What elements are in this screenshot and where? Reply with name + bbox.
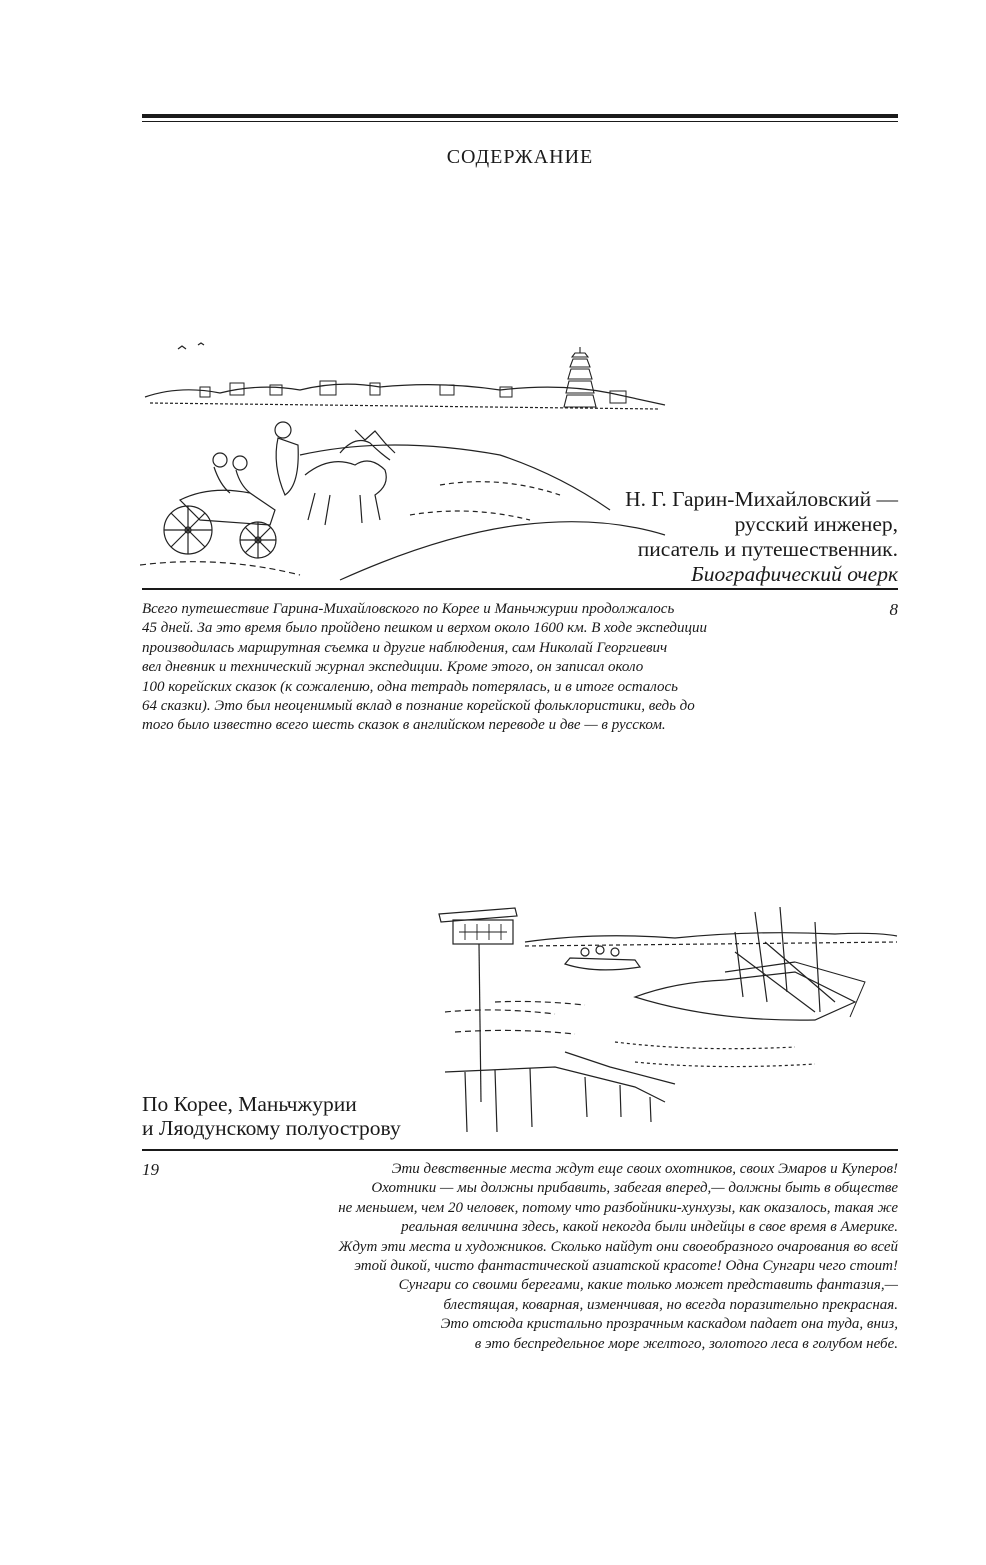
description-line: того было известно всего шесть сказок в английском переводе и две — в русском. [142,717,666,734]
header-rule-thick [142,114,898,118]
entry-title-line: русский инженер, [734,512,898,536]
entry-rule [142,588,898,590]
description-line: не меньшем, чем 20 человек, потому что разбойники-хунхузы, как оказалось, такая же [338,1199,898,1216]
description-line: реальная величина здесь, какой некогда были индейцы в свое время в Америке. [401,1219,898,1236]
description-line: Эти девственные места ждут еще своих охотников, своих Эмаров и Куперов! [391,1161,898,1177]
description-line: в это беспредельное море желтого, золотого леса в голубом небе. [474,1335,898,1352]
description-line: 45 дней. За это время было пройдено пешком и верхом около 1600 км. В ходе экспедиции [142,620,707,637]
entry-description [142,600,842,736]
entry-description [198,1160,898,1354]
header-rule-thin [142,121,898,122]
description-line: вел дневник и технический журнал экспедиции. Кроме этого, он записал около [142,659,644,676]
description-line: Сунгари со своими берегами, какие только может представить фантазия,— [398,1277,898,1294]
entry-title-line: По Корее, Маньчжурии [142,1092,357,1116]
entry-title [142,1092,401,1140]
entry-rule [142,1149,898,1151]
river-boats-illustration [435,902,900,1132]
description-line: Всего путешествие Гарина-Михайловского по Корее и Маньчжурии продолжалось [142,601,675,617]
description-line: блестящая, коварная, изменчивая, но всегда поразительно прекрасная. [443,1296,898,1313]
carriage-landscape-illustration [140,335,670,583]
entry-title-line: и Ляодунскому полуострову [142,1116,401,1140]
description-line: 64 сказки). Это был неоценимый вклад в познание корейской фольклористики, ведь до [142,698,695,715]
description-line: Ждут эти места и художников. Сколько найдут они своеобразного очарования во всей [338,1238,898,1255]
entry-title-line: писатель и путешественник. [637,537,898,561]
description-line: производилась маршрутная съемка и другие наблюдения, сам Николай Георгиевич [142,639,668,656]
page-title: СОДЕРЖАНИЕ [446,146,594,168]
entry-subtitle: Биографический очерк [691,562,898,586]
description-line: Охотники — мы должны прибавить, забегая вперед,— должны быть в обществе [371,1180,898,1197]
description-line: 100 корейских сказок (к сожалению, одна тетрадь потерялась, и в итоге осталось [142,678,679,695]
entry-title [625,487,898,587]
description-line: Это отсюда кристально прозрачным каскадом падает она туда, вниз, [440,1316,898,1333]
page-number: 8 [889,600,898,619]
entry-title-line: Н. Г. Гарин-Михайловский — [625,487,898,511]
page-number: 19 [142,1160,159,1179]
description-line: этой дикой, чисто фантастической азиатской красоте! Одна Сунгари чего стоит! [354,1258,898,1275]
